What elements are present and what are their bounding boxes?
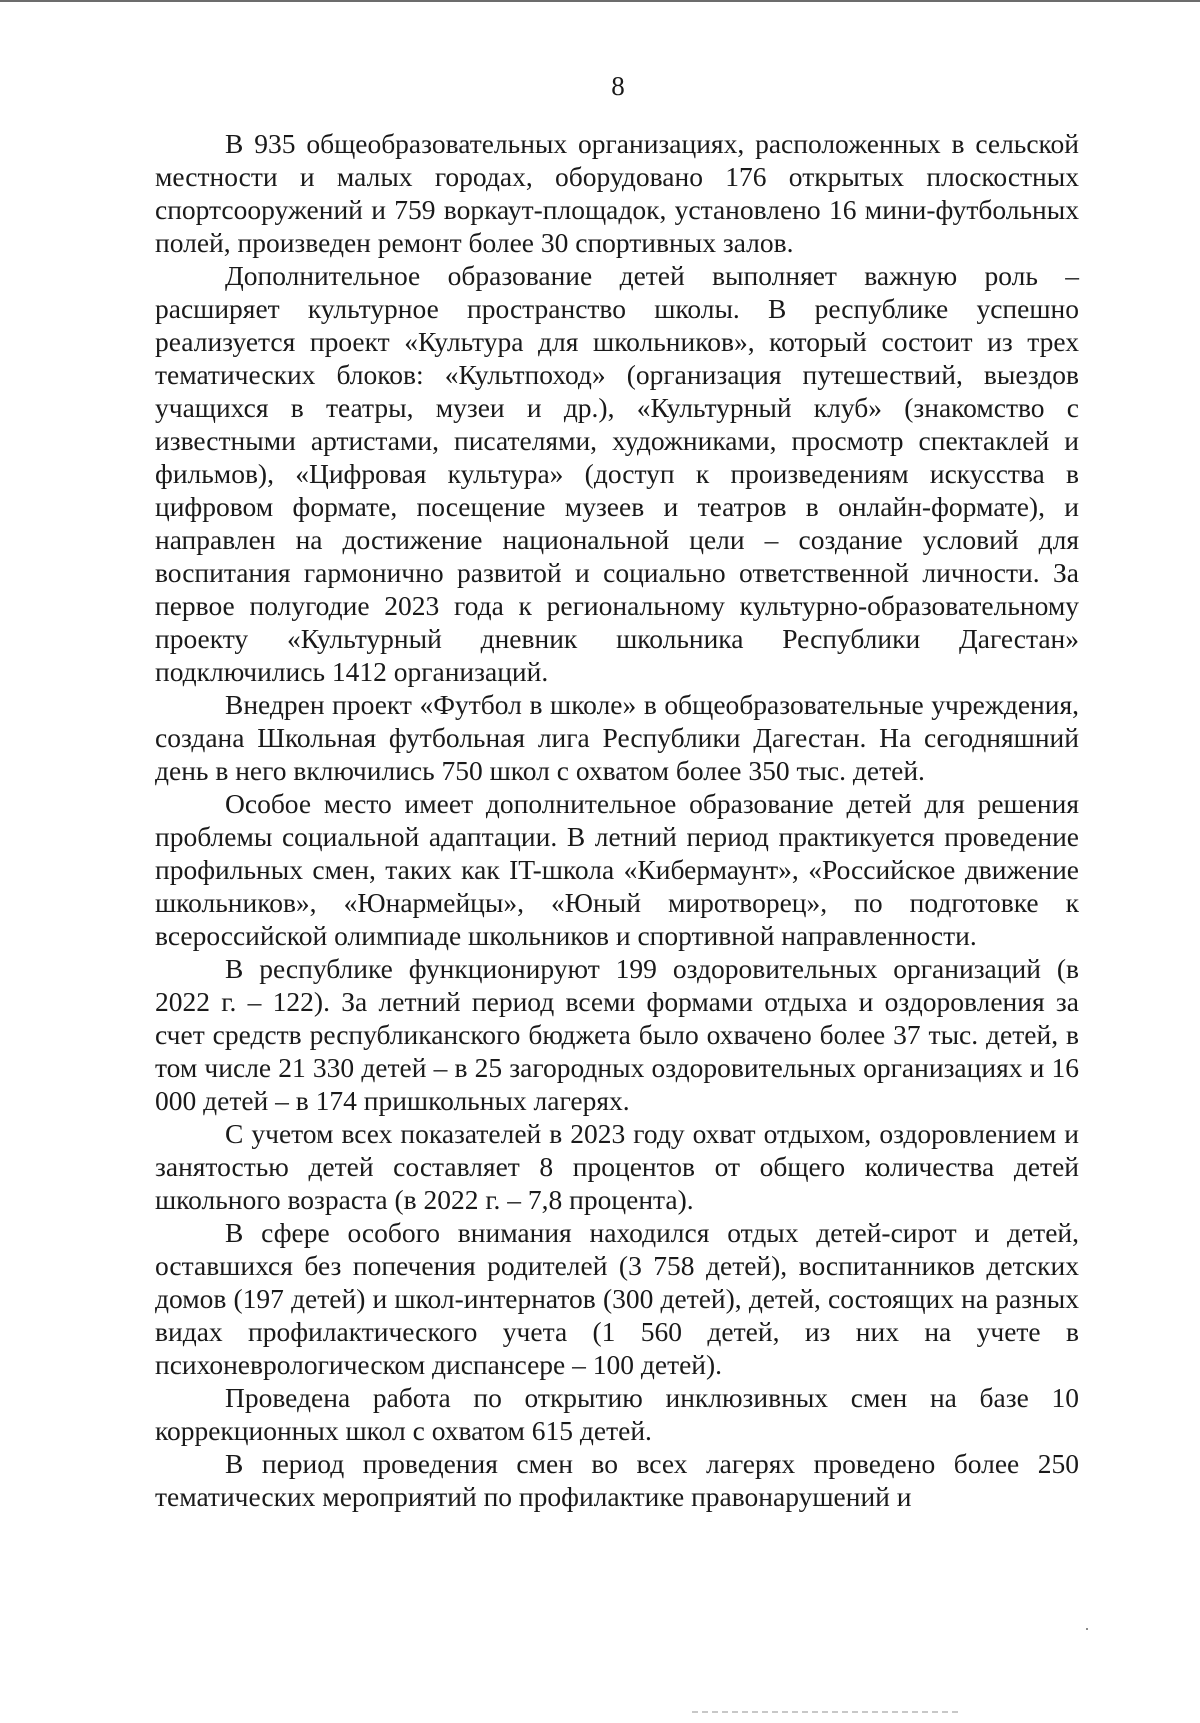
page-number: 8 [611, 71, 625, 101]
paragraph-culture-for-schoolchildren: Дополнительное образование детей выполняет важную роль – расширяет культурное пространство школы. В республике успешно реализуется проект «Культура для школьников», который состоит из трех тематических блоков: «Культпоход» (организация путешествий, выездов учащихся в театры, музеи и др.), «Культурный клуб» (знакомство с известными артистами, писателями, художниками, просмотр спектаклей и фильмов), «Цифровая культура» (доступ к произведениям искусства в цифровом формате, посещение музеев и театров в онлайн-формате), и направлен на достижение национальной цели – создание условий для воспитания гармонично развитой и социально ответственной личности. За первое полугодие 2023 года к региональному культурно-образовательному проекту «Культурный дневник школьника Республики Дагестан» подключились 1412 организаций. [155, 260, 1079, 687]
paragraph-football-in-school: Внедрен проект «Футбол в школе» в общеобразовательные учреждения, создана Школьная футбольная лига Республики Дагестан. На сегодняшний день в него включились 750 школ с охватом более 350 тыс. детей. [155, 689, 1079, 786]
paragraph-thematic-events: В период проведения смен во всех лагерях проведено более 250 тематических мероприятий по профилактике правонарушений и [155, 1448, 1079, 1512]
paragraph-sports-facilities: В 935 общеобразовательных организациях, расположенных в сельской местности и малых городах, оборудовано 176 открытых плоскостных спортсооружений и 759 воркаут-площадок, установлено 16 мини-футбольных полей, произведен ремонт более 30 спортивных залов. [155, 128, 1079, 258]
scan-top-edge [0, 0, 1200, 2]
paragraph-coverage-indicators: С учетом всех показателей в 2023 году охват отдыхом, оздоровлением и занятостью детей составляет 8 процентов от общего количества детей школьного возраста (в 2022 г. – 7,8 процента). [155, 1118, 1079, 1215]
scan-artifact-line [692, 1711, 962, 1713]
paragraph-social-adaptation: Особое место имеет дополнительное образование детей для решения проблемы социальной адаптации. В летний период практикуется проведение профильных смен, таких как IT-школа «Кибермаунт», «Российское движение школьников», «Юнармейцы», «Юный миротворец», по подготовке к всероссийской олимпиаде школьников и спортивной направленности. [155, 788, 1079, 951]
paragraph-health-organizations: В республике функционируют 199 оздоровительных организаций (в 2022 г. – 122). За летний период всеми формами отдыха и оздоровления за счет средств республиканского бюджета было охвачено более 37 тыс. детей, в том числе 21 330 детей – в 25 загородных оздоровительных организациях и 16 000 детей – в 174 пришкольных лагерях. [155, 953, 1079, 1116]
document-body [155, 127, 1079, 1513]
paragraph-orphans-rest: В сфере особого внимания находился отдых детей-сирот и детей, оставшихся без попечения родителей (3 758 детей), воспитанников детских домов (197 детей) и школ-интернатов (300 детей), детей, состоящих на разных видах профилактического учета (1 560 детей, из них на учете в психоневрологическом диспансере – 100 детей). [155, 1217, 1079, 1380]
paragraph-inclusive-shifts: Проведена работа по открытию инклюзивных смен на базе 10 коррекционных школ с охватом 615 детей. [155, 1382, 1079, 1446]
scan-artifact-dot [1086, 1628, 1088, 1630]
